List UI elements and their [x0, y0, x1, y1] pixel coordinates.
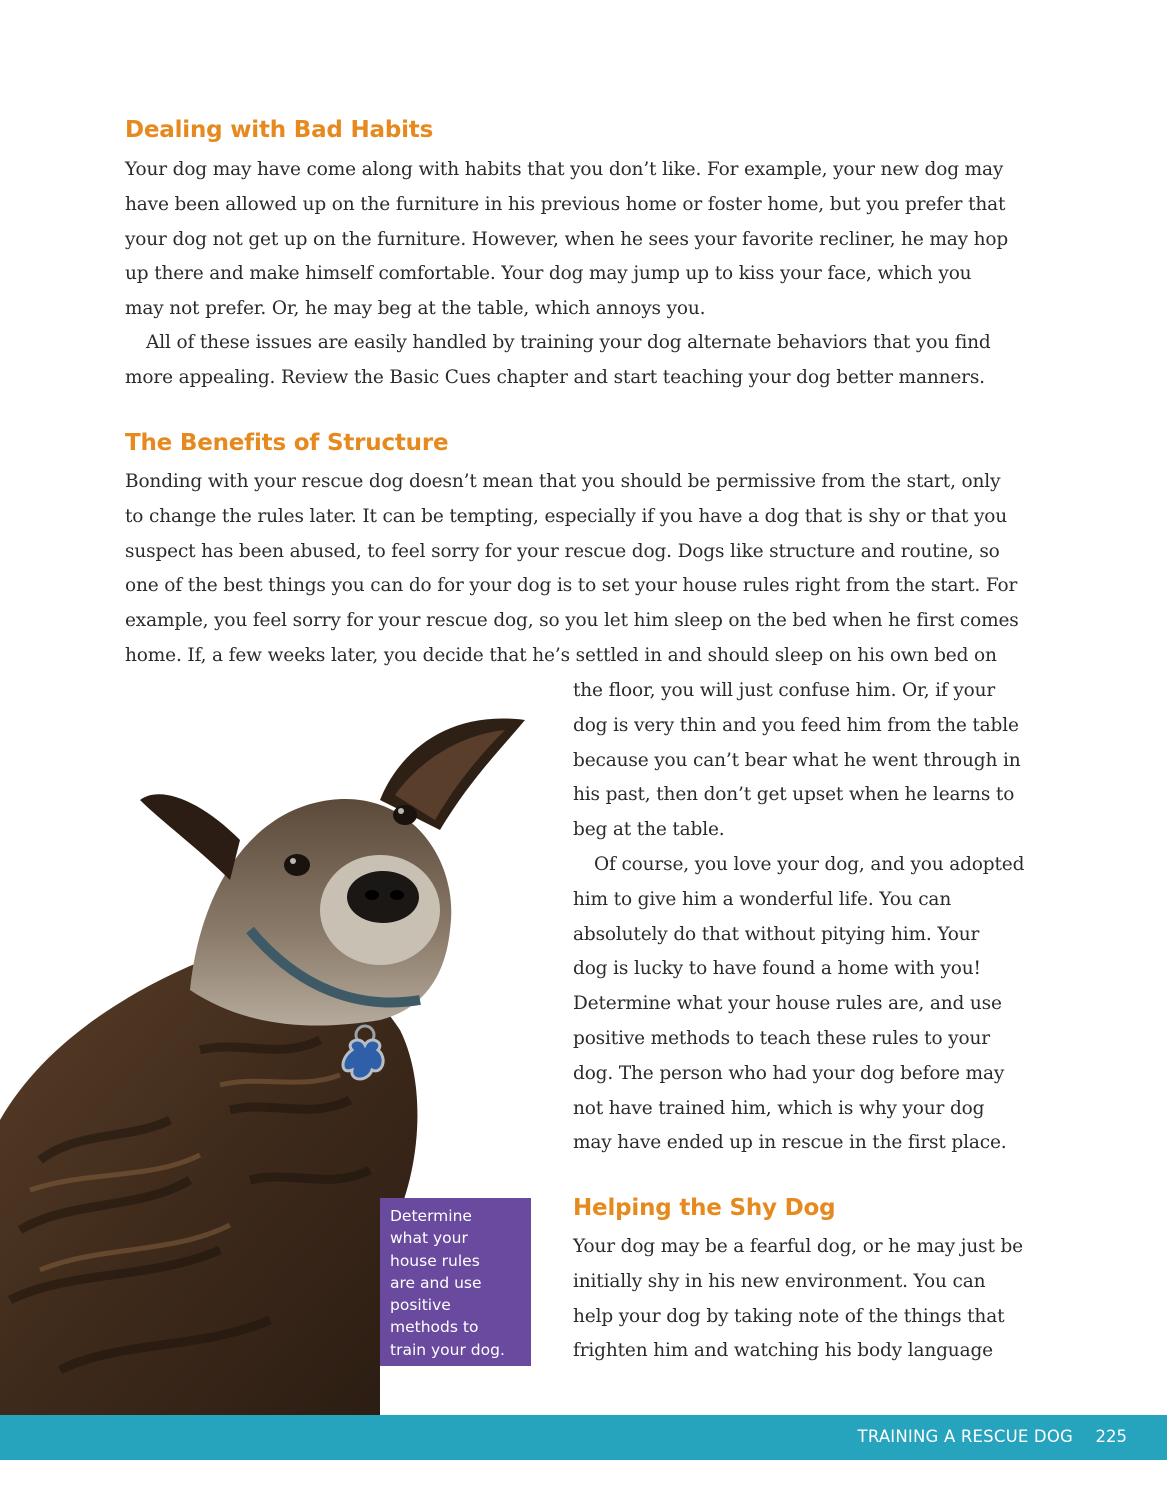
text-line: home. If, a few weeks later, you decide that he’s settled in and should sleep on his own bed on [125, 644, 997, 666]
running-footer-title: TRAINING A RESCUE DOG [857, 1427, 1073, 1446]
callout-line: train your dog. [390, 1340, 505, 1359]
paragraph-structure-1 [125, 465, 1035, 674]
text-line: more appealing. Review the Basic Cues chapter and start teaching your dog better manners. [125, 366, 985, 388]
text-line: dog is lucky to have found a home with you! [573, 958, 981, 980]
text-line: suspect has been abused, to feel sorry for your rescue dog. Dogs like structure and routine, so [125, 540, 1000, 562]
text-line: example, you feel sorry for your rescue dog, so you let him sleep on the bed when he first comes [125, 610, 1019, 632]
paragraph-bad-habits-1 [125, 153, 1035, 327]
text-line: his past, then don’t get upset when he learns to [573, 784, 1015, 806]
page-number: 225 [1095, 1427, 1127, 1446]
pull-quote-callout [380, 1198, 531, 1366]
heading-structure: The Benefits of Structure [125, 430, 449, 456]
text-line: Determine what your house rules are, and use [573, 993, 1002, 1015]
paragraph-shy-dog-1 [573, 1230, 1035, 1369]
text-line: up there and make himself comfortable. Your dog may jump up to kiss your face, which you [125, 263, 972, 285]
text-line: initially shy in his new environment. You can [573, 1270, 986, 1292]
text-line: may not prefer. Or, he may beg at the table, which annoys you. [125, 298, 706, 320]
text-line: beg at the table. [573, 819, 725, 841]
text-line: him to give him a wonderful life. You can [573, 888, 952, 910]
callout-line: are and use [390, 1273, 482, 1292]
callout-line: house rules [390, 1251, 480, 1270]
text-line: Bonding with your rescue dog doesn’t mean that you should be permissive from the start, only [125, 471, 1001, 492]
text-line: not have trained him, which is why your dog [573, 1097, 985, 1119]
heading-bad-habits: Dealing with Bad Habits [125, 117, 434, 143]
callout-line: methods to [390, 1318, 479, 1337]
text-line: may have ended up in rescue in the first place. [573, 1132, 1007, 1154]
text-line: frighten him and watching his body language [573, 1340, 993, 1362]
heading-shy-dog: Helping the Shy Dog [573, 1195, 836, 1221]
callout-line: Determine [390, 1207, 472, 1225]
text-line: to change the rules later. It can be tempting, especially if you have a dog that is shy or that you [125, 505, 1008, 527]
callout-line: what your [390, 1229, 468, 1248]
paragraph-structure-1-cont [573, 674, 1035, 848]
text-line: absolutely do that without pitying him. Your [573, 923, 980, 945]
callout-line: positive [390, 1296, 451, 1315]
text-line: have been allowed up on the furniture in his previous home or foster home, but you prefer that [125, 193, 1006, 215]
text-line: because you can’t bear what he went through in [573, 749, 1021, 771]
text-line: Your dog may be a fearful dog, or he may just be [573, 1236, 1023, 1257]
text-line: the floor, you will just confuse him. Or, if your [573, 680, 996, 701]
text-line: All of these issues are easily handled by training your dog alternate behaviors that you find [146, 332, 991, 353]
text-line: one of the best things you can do for your dog is to set your house rules right from the start. For [125, 575, 1018, 597]
text-line: your dog not get up on the furniture. However, when he sees your favorite recliner, he may hop [125, 228, 1009, 250]
text-line: Of course, you love your dog, and you adopted [594, 854, 1025, 875]
text-line: dog. The person who had your dog before may [573, 1062, 1005, 1084]
text-line: help your dog by taking note of the things that [573, 1305, 1005, 1327]
paragraph-structure-2 [573, 848, 1035, 1161]
paragraph-bad-habits-2 [125, 326, 1035, 396]
text-line: Your dog may have come along with habits that you don’t like. For example, your new dog may [125, 159, 1004, 180]
text-line: dog is very thin and you feed him from the table [573, 714, 1019, 736]
text-line: positive methods to teach these rules to your [573, 1027, 990, 1049]
